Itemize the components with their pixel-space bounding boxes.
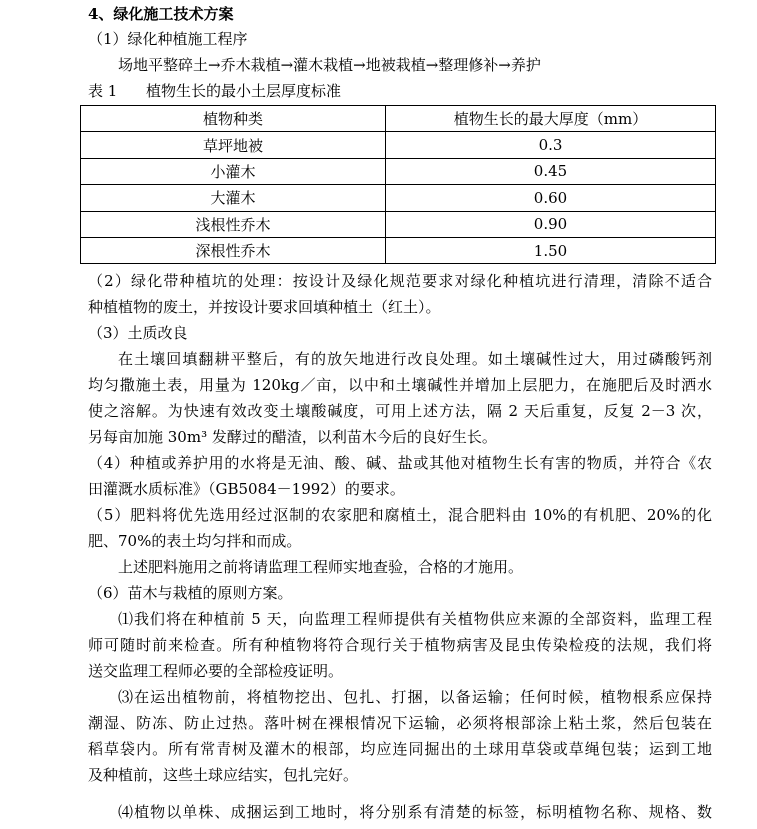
table-cell: 草坪地被	[81, 132, 386, 158]
table-cell: 浅根性乔木	[81, 211, 386, 237]
table-cell: 0.90	[386, 211, 716, 237]
s6-line: 潮湿、防冻、防止过热。落叶树在裸根情况下运输，必须将根部涂上粘土浆，然后包装在	[88, 714, 712, 732]
table-row	[81, 158, 716, 184]
table-header-cell: 植物生长的最大厚度（mm）	[386, 106, 716, 132]
s6-line: 送交监理工程师必要的全部检疫证明。	[88, 662, 344, 680]
s4-line: 田灌溉水质标准》（GB5084－1992）的要求。	[88, 480, 405, 498]
s4-line: （4）种植或养护用的水将是无油、酸、碱、盐或其他对植物生长有害的物质，并符合《农	[88, 454, 712, 472]
s3-line: 均匀撒施土表，用量为 120kg／亩，以中和土壤碱性并增加上层肥力，在施肥后及时洒水	[88, 376, 712, 394]
table-cell: 大灌木	[81, 185, 386, 211]
s3-line: 另每亩加施 30m³ 发酵过的醋渣，以利苗木今后的良好生长。	[88, 428, 497, 446]
table-header-row	[81, 106, 716, 132]
section-title: 4、绿化施工技术方案	[88, 5, 234, 23]
table-caption-number: 表 1	[88, 82, 118, 100]
table-cell: 0.60	[386, 185, 716, 211]
table-cell: 小灌木	[81, 158, 386, 184]
table-header-cell: 植物种类	[81, 106, 386, 132]
table-row	[81, 237, 716, 263]
s6-line: ⑶在运出植物前，将植物挖出、包扎、打捆，以备运输；任何时候，植物根系应保持	[118, 688, 712, 706]
table-cell: 深根性乔木	[81, 237, 386, 263]
s2-line: （2）绿化带种植坑的处理：按设计及绿化规范要求对绿化种植坑进行清理，清除不适合	[88, 272, 712, 290]
s6-line: 稻草袋内。所有常青树及灌木的根部，均应连同掘出的土球用草袋或草绳包装；运到工地	[88, 740, 712, 758]
s6-line: 及种植前，这些土球应结实，包扎完好。	[88, 766, 359, 784]
table-row	[81, 211, 716, 237]
table-cell: 0.3	[386, 132, 716, 158]
table-caption: 植物生长的最小土层厚度标准	[146, 82, 342, 100]
s5-line: 肥、70%的表土均匀拌和而成。	[88, 532, 302, 550]
s6-line: 师可随时前来检查。所有种植物将符合现行关于植物病害及昆虫传染检疫的法规，我们将	[88, 636, 712, 654]
soil-depth-table	[80, 105, 716, 264]
table-cell: 1.50	[386, 237, 716, 263]
s5-line: （5）肥料将优先选用经过沤制的农家肥和腐植土，混合肥料由 10%的有机肥、20%的化	[88, 506, 712, 524]
s1-heading: （1）绿化种植施工程序	[88, 30, 248, 48]
s2-line: 种植植物的废土，并按设计要求回填种植土（红土）。	[88, 298, 441, 316]
s6-line: ⑴我们将在种植前 5 天，向监理工程师提供有关植物供应来源的全部资料，监理工程	[118, 610, 712, 628]
s3-heading: （3）土质改良	[88, 324, 188, 342]
s5-line: 上述肥料施用之前将请监理工程师实地查验，合格的才施用。	[118, 558, 524, 576]
s6-heading: （6）苗木与栽植的原则方案。	[88, 584, 293, 602]
s6-line: ⑷植物以单株、成捆运到工地时，将分别系有清楚的标签，标明植物名称、规格、数	[118, 803, 712, 821]
table-row	[81, 132, 716, 158]
s3-line: 使之溶解。为快速有效改变土壤酸碱度，可用上述方法，隔 2 天后重复，反复 2－3 次，	[88, 402, 712, 420]
table-row	[81, 185, 716, 211]
s1-flow: 场地平整碎土→乔木栽植→灌木栽植→地被栽植→整理修补→养护	[118, 56, 541, 74]
table-cell: 0.45	[386, 158, 716, 184]
s3-line: 在土壤回填翻耕平整后，有的放矢地进行改良处理。如土壤碱性过大，用过磷酸钙剂	[118, 350, 712, 368]
